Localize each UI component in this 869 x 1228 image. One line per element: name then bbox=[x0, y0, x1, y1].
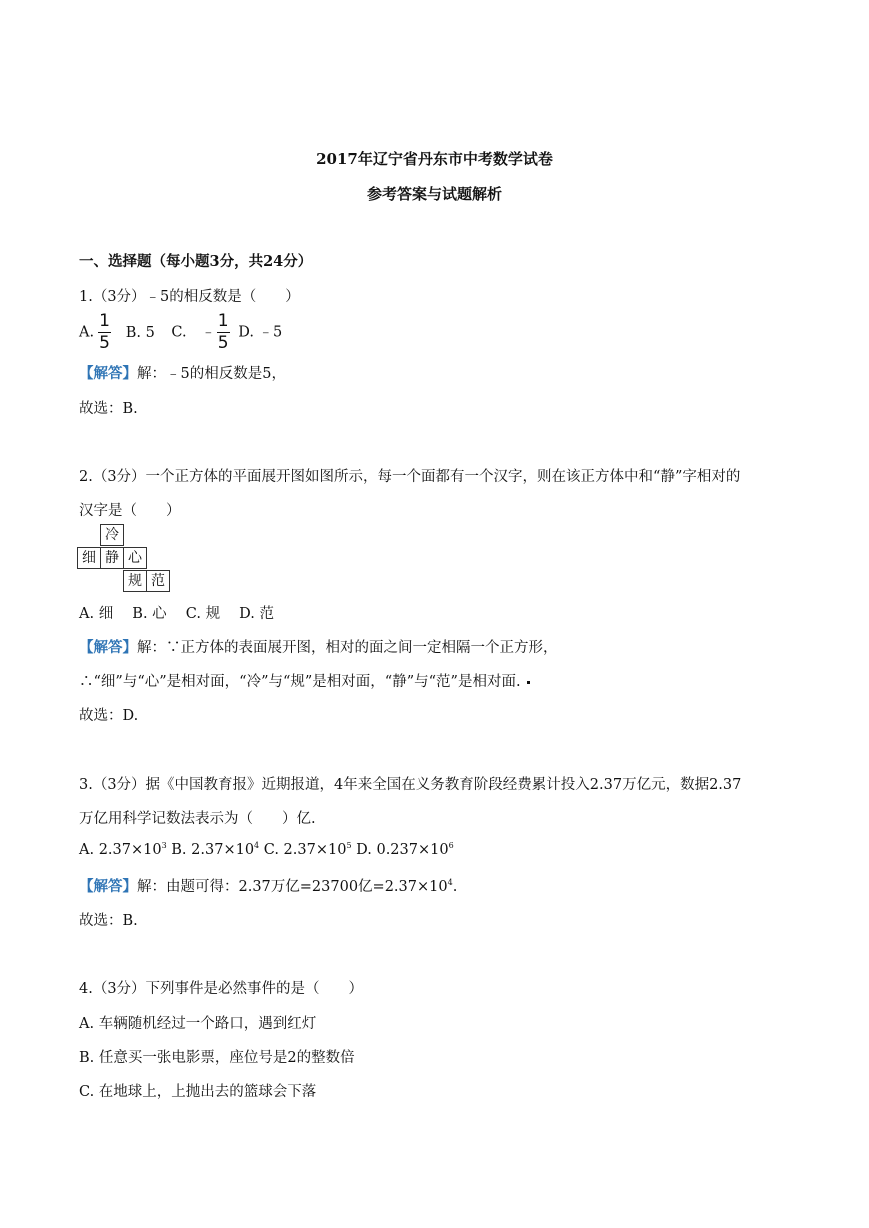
answer-tag: 【解答】 bbox=[79, 639, 137, 656]
q1-choice: 故选：B. bbox=[79, 401, 138, 417]
q3-option-d bbox=[356, 842, 454, 858]
net-cell-center: 静 bbox=[100, 547, 124, 569]
fraction-numerator: 1 bbox=[99, 311, 110, 331]
q1-stem: 1.（3分）﹣5的相反数是（ ） bbox=[79, 289, 300, 305]
q4-option-b: B. 任意买一张电影票，座位号是2的整数倍 bbox=[79, 1050, 355, 1066]
q3-option-b bbox=[171, 842, 259, 858]
answer-tag: 【解答】 bbox=[79, 365, 137, 382]
q3-choice: 故选：B. bbox=[79, 913, 138, 929]
q4-option-a: A. 车辆随机经过一个路口，遇到红灯 bbox=[79, 1016, 317, 1032]
q3-answer-exp: 4 bbox=[447, 878, 453, 887]
document-title: 2017年辽宁省丹东市中考数学试卷 bbox=[316, 150, 553, 168]
q2-stem-line2: 汉字是（ ） bbox=[79, 503, 181, 519]
q1-option-c-fraction bbox=[217, 313, 230, 352]
q3-option-a-exp: 3 bbox=[161, 841, 167, 850]
q3-option-d-text: D. 0.237×10 bbox=[356, 842, 449, 858]
q3-options bbox=[79, 841, 454, 858]
q3-stem-line1: 3.（3分）据《中国教育报》近期报道，4年来全国在义务教育阶段经费累计投入2.37万亿元，数据2.37 bbox=[79, 777, 742, 793]
q1-option-c-label: C. ﹣ bbox=[171, 324, 216, 341]
q1-option-a-fraction bbox=[98, 313, 111, 352]
cube-net-figure bbox=[77, 524, 171, 590]
q2-answer-text: 解：∵正方体的表面展开图，相对的面之间一定相隔一个正方形， bbox=[137, 640, 558, 656]
q1-answer-text: 解：﹣5的相反数是5， bbox=[137, 366, 286, 382]
q3-option-a bbox=[79, 842, 167, 858]
q2-answer-2 bbox=[79, 670, 530, 691]
q1-option-d: D. ﹣5 bbox=[238, 324, 283, 341]
q3-option-a-text: A. 2.37×10 bbox=[79, 842, 162, 858]
q3-answer bbox=[79, 875, 457, 896]
q2-options: A. 细 B. 心 C. 规 D. 范 bbox=[79, 606, 275, 622]
q3-option-b-exp: 4 bbox=[254, 841, 260, 850]
document-subtitle: 参考答案与试题解析 bbox=[366, 185, 502, 203]
q4-option-c: C. 在地球上，上抛出去的篮球会下落 bbox=[79, 1084, 317, 1100]
q1-option-a-label: A. bbox=[79, 324, 95, 341]
q1-answer bbox=[79, 362, 286, 383]
stray-mark bbox=[527, 681, 530, 684]
net-cell-right: 心 bbox=[123, 547, 147, 569]
q1-options bbox=[79, 313, 282, 352]
q2-stem-line1: 2.（3分）一个正方体的平面展开图如图所示，每一个面都有一个汉字，则在该正方体中和“静”字相对的 bbox=[79, 469, 741, 485]
q3-answer-text: 解：由题可得：2.37万亿=23700亿=2.37×10 bbox=[137, 879, 448, 895]
net-cell-bottom2: 范 bbox=[146, 570, 170, 592]
q3-option-b-text: B. 2.37×10 bbox=[171, 842, 255, 858]
net-cell-top: 冷 bbox=[100, 524, 124, 546]
fraction-denominator: 5 bbox=[99, 333, 110, 353]
fraction-denominator: 5 bbox=[217, 333, 229, 353]
q3-option-d-exp: 6 bbox=[448, 841, 454, 850]
q2-answer bbox=[79, 636, 558, 657]
q3-option-c-text: C. 2.37×10 bbox=[263, 842, 347, 858]
q3-option-c-exp: 5 bbox=[346, 841, 352, 850]
q2-choice: 故选：D. bbox=[79, 708, 139, 724]
q3-stem-line2: 万亿用科学记数法表示为（ ）亿. bbox=[79, 811, 316, 827]
q3-option-c bbox=[264, 842, 352, 858]
net-cell-left: 细 bbox=[77, 547, 101, 569]
section-heading: 一、选择题（每小题3分，共24分） bbox=[79, 253, 313, 270]
net-cell-bottom1: 规 bbox=[123, 570, 147, 592]
q4-stem: 4.（3分）下列事件是必然事件的是（ ） bbox=[79, 981, 364, 997]
fraction-numerator: 1 bbox=[217, 311, 229, 331]
q1-option-b: B. 5 bbox=[125, 324, 155, 341]
q3-answer-end: . bbox=[452, 879, 458, 895]
answer-tag: 【解答】 bbox=[79, 878, 137, 895]
q2-answer-text-2: ∴“细”与“心”是相对面，“冷”与“规”是相对面，“静”与“范”是相对面. bbox=[79, 674, 521, 690]
